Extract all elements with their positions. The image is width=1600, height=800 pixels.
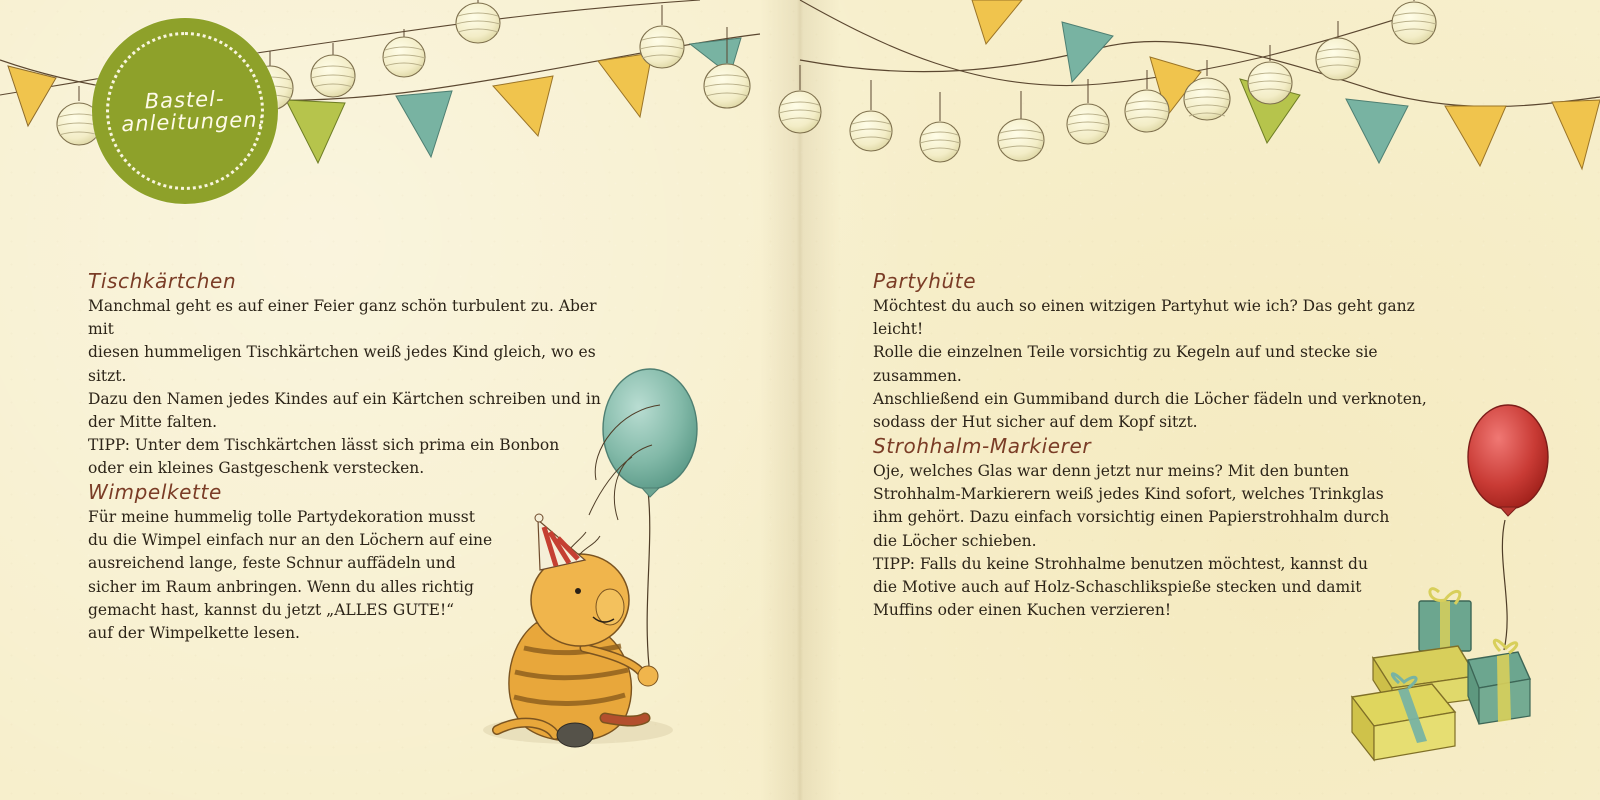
balloon-string (1502, 520, 1507, 650)
paper-lantern-icon (383, 29, 425, 77)
section-strohhalm-markierer (873, 434, 1393, 622)
paper-lantern-icon (779, 65, 821, 133)
section-partyhuete (873, 269, 1453, 434)
pennant-flag-icon (972, 0, 1022, 44)
pennant-flag-icon (493, 76, 553, 136)
pennant-flag-icon (1552, 100, 1600, 169)
gift-box-icon (1419, 589, 1471, 651)
crafting-instructions-badge (96, 22, 274, 200)
paper-lantern-icon (1316, 21, 1360, 80)
badge-line-1: Bastel- (144, 86, 225, 114)
paper-lantern-icon (456, 0, 500, 43)
pennant-flag-icon (1346, 99, 1408, 163)
pennant-flag-icon (1062, 22, 1113, 82)
paper-lantern-icon (1248, 45, 1292, 104)
section-title: Tischkärtchen (88, 269, 237, 293)
section-body: Oje, welches Glas war denn jetzt nur meins? Mit den bunten Strohhalm-Markierern weiß jedes Kind sofort, welches Trinkglas ihm gehört. Dazu einfach vorsichtig einen Papierstrohhalm durch die Löcher schieben. TIPP: Falls du keine Strohhalme benutzen möchtest, kannst du die Motive auch auf Holz-Schaschlikspieße stecken und damit Muffins oder einen Kuchen verzieren! (873, 462, 1390, 620)
paper-lantern-icon (57, 86, 101, 145)
section-title: Wimpelkette (88, 480, 222, 504)
pennant-flag-icon (598, 53, 652, 117)
pennant-flag-icon (286, 100, 345, 163)
pennant-flag-icon (1445, 106, 1506, 166)
paper-lantern-icon (1067, 79, 1109, 144)
section-body: Manchmal geht es auf einer Feier ganz schön turbulent zu. Aber mit diesen hummeligen Tischkärtchen weiß jedes Kind gleich, wo es sitzt. Dazu den Namen jedes Kindes auf ein Kärtchen schreiben und in der Mitte falten. TIPP: Unter dem Tischkärtchen lässt sich prima ein Bonbon oder ein kleines Gastgeschenk verstecken. (88, 297, 601, 478)
balloon-icon (1468, 405, 1548, 509)
paper-lantern-icon (1392, 0, 1436, 44)
paper-lantern-icon (998, 91, 1044, 161)
badge-text (120, 86, 267, 137)
balloon-string (647, 491, 650, 675)
section-tischkaertchen (88, 269, 608, 481)
section-wimpelkette (88, 480, 508, 645)
paper-lantern-icon (850, 80, 892, 151)
paper-lantern-icon (704, 27, 750, 108)
section-body: Für meine hummelig tolle Partydekoration musst du die Wimpel einfach nur an den Löchern auf eine ausreichend lange, feste Schnur auffädeln und sicher im Raum anbringen. Wenn du alles richtig gemacht hast, kannst du jetzt „ALLES GUTE!“ auf der Wimpelkette lesen. (88, 508, 493, 643)
gift-box-icon (1468, 640, 1530, 724)
paper-lantern-icon (311, 43, 355, 97)
paper-lantern-icon (640, 5, 684, 68)
right-lanterns (779, 0, 1436, 162)
section-body: Möchtest du auch so einen witzigen Partyhut wie ich? Das geht ganz leicht! Rolle die einzelnen Teile vorsichtig zu Kegeln auf und stecke sie zusammen. Anschließend ein Gummiband durch die Löcher fädeln und verknoten, sodass der Hut sicher auf dem Kopf sitzt. (873, 297, 1427, 432)
pennant-flag-icon (396, 91, 452, 157)
section-title: Partyhüte (873, 269, 977, 293)
section-title: Strohhalm-Markierer (873, 434, 1092, 458)
paper-lantern-icon (920, 92, 960, 162)
badge-line-2: anleitungen: (121, 107, 267, 137)
